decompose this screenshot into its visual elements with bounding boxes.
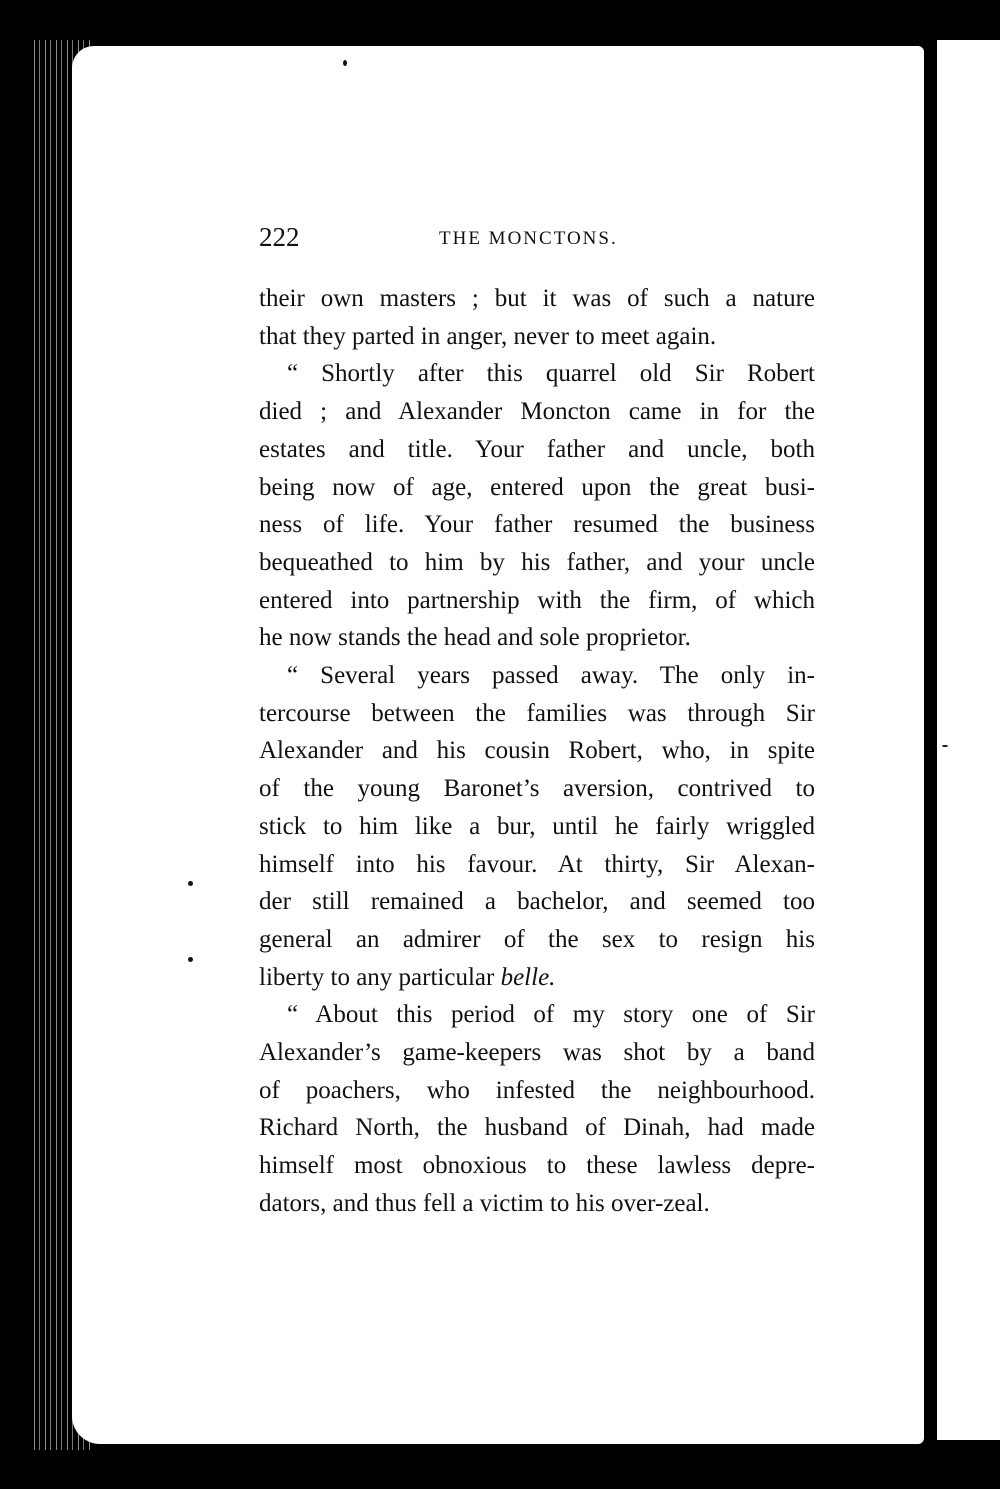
- running-head: THE MONCTONS.: [439, 228, 618, 249]
- text-line: “ About this period of my story one of Sir: [287, 1001, 815, 1029]
- ink-speck: [188, 881, 193, 886]
- page-header: [259, 222, 629, 256]
- text-line: stick to him like a bur, until he fairly wriggled: [259, 812, 815, 840]
- text-line: “ Shortly after this quarrel old Sir Robert: [287, 360, 815, 388]
- ink-speck: [343, 60, 347, 66]
- text-line: estates and title. Your father and uncle, both: [259, 435, 815, 463]
- text-line: he now stands the head and sole proprietor.: [259, 624, 691, 652]
- text-line: Alexander’s game-keepers was shot by a band: [259, 1039, 815, 1067]
- body-text: [259, 280, 815, 1223]
- text-line: bequeathed to him by his father, and your uncle: [259, 548, 815, 576]
- ink-speck: [188, 957, 193, 962]
- text-line: of the young Baronet’s aversion, contrived to: [259, 775, 815, 803]
- text-line: being now of age, entered upon the great busi-: [259, 473, 815, 501]
- text-line: himself most obnoxious to these lawless depre-: [259, 1152, 815, 1180]
- text-line: Richard North, the husband of Dinah, had made: [259, 1114, 815, 1142]
- text-line: “ Several years passed away. The only in-: [287, 662, 815, 690]
- page-number: 222: [259, 222, 300, 252]
- text-line: tercourse between the families was through Sir: [259, 699, 815, 727]
- text-line: [259, 959, 815, 997]
- text-line: general an admirer of the sex to resign his: [259, 925, 815, 953]
- facing-page-edge: [937, 40, 1000, 1440]
- text-line: that they parted in anger, never to meet again.: [259, 322, 717, 350]
- text-line: Alexander and his cousin Robert, who, in spite: [259, 737, 815, 765]
- text-line: der still remained a bachelor, and seemed too: [259, 888, 815, 916]
- text-line-part: liberty to any particular: [259, 963, 495, 991]
- text-line: of poachers, who infested the neighbourhood.: [259, 1076, 815, 1104]
- ink-speck: [942, 745, 948, 747]
- text-line: died ; and Alexander Moncton came in for the: [259, 398, 815, 426]
- text-line: himself into his favour. At thirty, Sir Alexan-: [259, 850, 815, 878]
- italic-word: belle.: [500, 963, 556, 991]
- text-line: dators, and thus fell a victim to his over-zeal.: [259, 1189, 710, 1217]
- text-line: their own masters ; but it was of such a nature: [259, 285, 815, 312]
- text-line: entered into partnership with the firm, of which: [259, 586, 815, 614]
- text-line: ness of life. Your father resumed the business: [259, 511, 815, 539]
